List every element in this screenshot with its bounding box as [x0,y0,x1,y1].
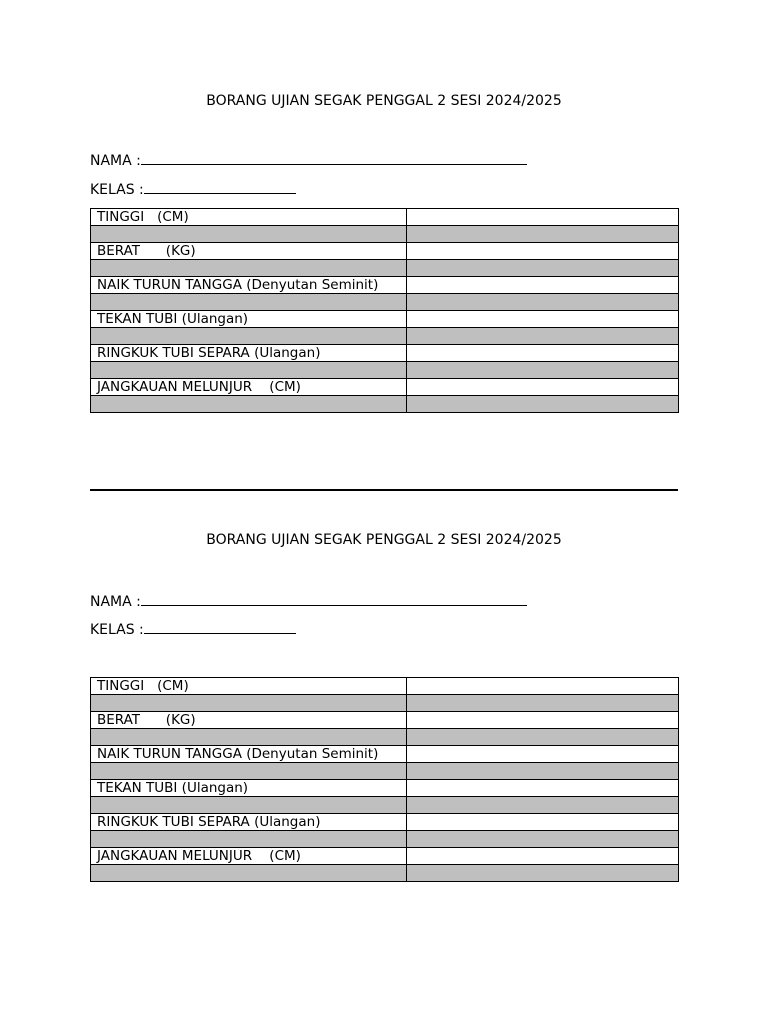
result-cell[interactable] [407,277,679,294]
table-row-shaded [91,865,679,882]
test-label: NAIK TURUN TANGGA (Denyutan Seminit) [91,277,407,294]
cut-divider-line [90,489,678,491]
nama-blank-line[interactable] [141,150,527,165]
shaded-cell [91,226,407,243]
table-row [91,712,679,729]
result-cell[interactable] [407,311,679,328]
table-row [91,848,679,865]
segak-table [90,677,679,882]
test-label: TINGGI (CM) [91,209,407,226]
form-title: BORANG UJIAN SEGAK PENGGAL 2 SESI 2024/2025 [206,93,562,109]
shaded-result-cell[interactable] [407,260,679,277]
shaded-cell [91,695,407,712]
form-title: BORANG UJIAN SEGAK PENGGAL 2 SESI 2024/2025 [206,532,562,548]
table-row-shaded [91,797,679,814]
result-cell[interactable] [407,209,679,226]
shaded-result-cell[interactable] [407,865,679,882]
table-row [91,209,679,226]
result-cell[interactable] [407,345,679,362]
nama-blank-line[interactable] [141,591,527,606]
result-cell[interactable] [407,379,679,396]
result-cell[interactable] [407,243,679,260]
result-cell[interactable] [407,848,679,865]
table-row-shaded [91,763,679,780]
kelas-blank-line[interactable] [144,619,296,634]
kelas-label: KELAS : [90,622,144,638]
table-row-shaded [91,396,679,413]
nama-label: NAMA : [90,594,141,610]
test-label: TEKAN TUBI (Ulangan) [91,311,407,328]
table-row [91,814,679,831]
kelas-field[interactable] [90,619,296,638]
shaded-result-cell[interactable] [407,729,679,746]
shaded-cell [91,260,407,277]
shaded-result-cell[interactable] [407,695,679,712]
shaded-result-cell[interactable] [407,328,679,345]
table-row-shaded [91,362,679,379]
shaded-cell [91,865,407,882]
kelas-field[interactable] [90,179,296,198]
shaded-cell [91,831,407,848]
table-row-shaded [91,226,679,243]
table-row [91,746,679,763]
table-row [91,277,679,294]
shaded-result-cell[interactable] [407,763,679,780]
result-cell[interactable] [407,814,679,831]
shaded-cell [91,396,407,413]
shaded-cell [91,729,407,746]
shaded-result-cell[interactable] [407,226,679,243]
segak-table [90,208,679,413]
test-label: TEKAN TUBI (Ulangan) [91,780,407,797]
table-row-shaded [91,260,679,277]
shaded-cell [91,362,407,379]
table-row-shaded [91,328,679,345]
table-row-shaded [91,729,679,746]
test-label: TINGGI (CM) [91,678,407,695]
result-cell[interactable] [407,678,679,695]
test-label: JANGKAUAN MELUNJUR (CM) [91,848,407,865]
test-label: RINGKUK TUBI SEPARA (Ulangan) [91,345,407,362]
table-row-shaded [91,294,679,311]
table-row [91,780,679,797]
kelas-blank-line[interactable] [144,179,296,194]
shaded-result-cell[interactable] [407,831,679,848]
table-row [91,311,679,328]
test-label: BERAT (KG) [91,712,407,729]
result-cell[interactable] [407,780,679,797]
test-label: JANGKAUAN MELUNJUR (CM) [91,379,407,396]
test-label: RINGKUK TUBI SEPARA (Ulangan) [91,814,407,831]
nama-field[interactable] [90,591,527,610]
table-row [91,243,679,260]
shaded-cell [91,294,407,311]
test-label: NAIK TURUN TANGGA (Denyutan Seminit) [91,746,407,763]
table-row-shaded [91,831,679,848]
shaded-result-cell[interactable] [407,797,679,814]
result-cell[interactable] [407,712,679,729]
table-row [91,678,679,695]
nama-field[interactable] [90,150,527,169]
nama-label: NAMA : [90,153,141,169]
shaded-result-cell[interactable] [407,396,679,413]
kelas-label: KELAS : [90,182,144,198]
shaded-cell [91,328,407,345]
shaded-result-cell[interactable] [407,294,679,311]
table-row-shaded [91,695,679,712]
shaded-cell [91,763,407,780]
result-cell[interactable] [407,746,679,763]
shaded-result-cell[interactable] [407,362,679,379]
table-row [91,379,679,396]
table-row [91,345,679,362]
shaded-cell [91,797,407,814]
test-label: BERAT (KG) [91,243,407,260]
